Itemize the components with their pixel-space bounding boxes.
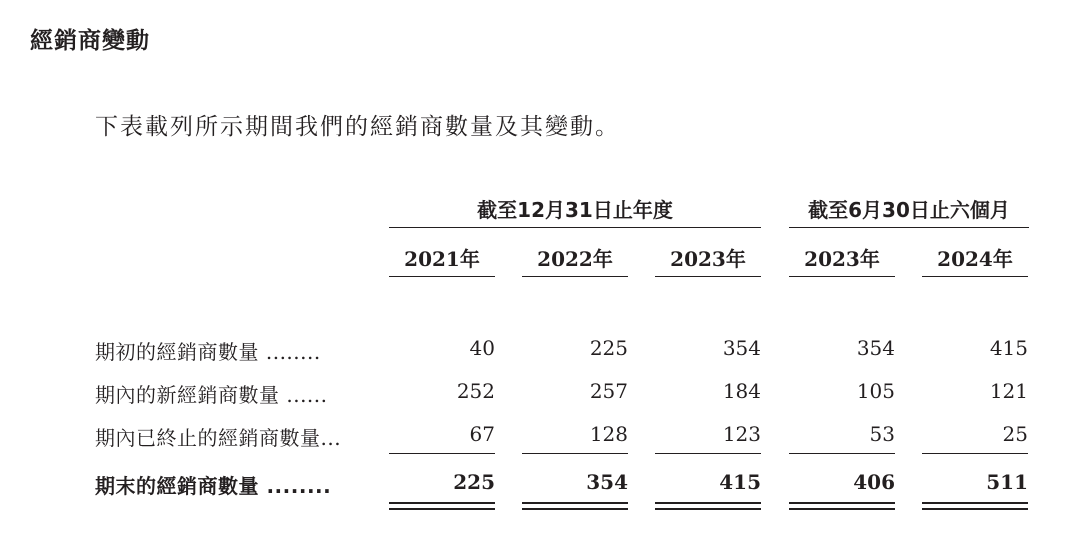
row-label-new: 期內的新經銷商數量 ...... bbox=[95, 383, 328, 407]
total-cell: 415 bbox=[719, 470, 761, 494]
total-cell: 511 bbox=[986, 470, 1028, 494]
subtotal-rule bbox=[789, 453, 895, 454]
column-header-2021: 2021年 bbox=[389, 242, 495, 277]
total-cell: 354 bbox=[586, 470, 628, 494]
total-double-rule bbox=[922, 502, 1028, 510]
table-cell: 415 bbox=[989, 336, 1028, 360]
subtotal-rule bbox=[389, 453, 495, 454]
table-cell: 67 bbox=[469, 422, 495, 446]
column-header-2024-h1: 2024年 bbox=[922, 242, 1028, 277]
column-header-2023: 2023年 bbox=[655, 242, 761, 277]
table-cell: 40 bbox=[469, 336, 495, 360]
table-cell: 53 bbox=[869, 422, 895, 446]
table-cell: 257 bbox=[589, 379, 628, 403]
total-double-rule bbox=[522, 502, 628, 510]
subtotal-rule bbox=[655, 453, 761, 454]
table-cell: 225 bbox=[589, 336, 628, 360]
total-cell: 225 bbox=[453, 470, 495, 494]
group-header-year-end: 截至12月31日止年度 bbox=[389, 193, 761, 228]
total-double-rule bbox=[655, 502, 761, 510]
table-cell: 123 bbox=[722, 422, 761, 446]
table-cell: 354 bbox=[856, 336, 895, 360]
table-cell: 354 bbox=[722, 336, 761, 360]
table-cell: 128 bbox=[589, 422, 628, 446]
total-double-rule bbox=[389, 502, 495, 510]
total-cell: 406 bbox=[853, 470, 895, 494]
subtotal-rule bbox=[522, 453, 628, 454]
table-cell: 121 bbox=[989, 379, 1028, 403]
row-label-closing: 期末的經銷商數量 ........ bbox=[95, 474, 332, 498]
table-cell: 25 bbox=[1002, 422, 1028, 446]
table-cell: 184 bbox=[722, 379, 761, 403]
intro-paragraph: 下表載列所示期間我們的經銷商數量及其變動。 bbox=[95, 114, 620, 140]
section-heading: 經銷商變動 bbox=[30, 28, 150, 54]
column-header-2022: 2022年 bbox=[522, 242, 628, 277]
group-header-six-months: 截至6月30日止六個月 bbox=[789, 193, 1029, 228]
total-double-rule bbox=[789, 502, 895, 510]
row-label-opening: 期初的經銷商數量 ........ bbox=[95, 340, 321, 364]
column-header-2023-h1: 2023年 bbox=[789, 242, 895, 277]
table-cell: 105 bbox=[856, 379, 895, 403]
table-cell: 252 bbox=[456, 379, 495, 403]
subtotal-rule bbox=[922, 453, 1028, 454]
row-label-terminated: 期內已終止的經銷商數量... bbox=[95, 426, 342, 450]
